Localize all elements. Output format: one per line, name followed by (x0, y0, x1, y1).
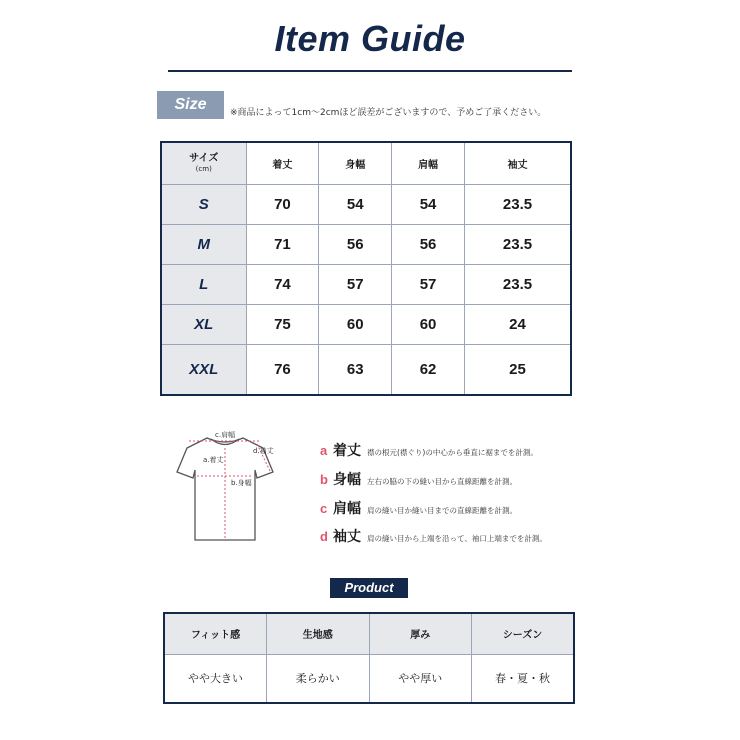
table-cell: 56 (392, 224, 465, 264)
measurement-desc: 左右の脇の下の縫い目から直線距離を計測。 (367, 477, 517, 486)
table-row (161, 344, 571, 395)
shoulder-width-label: c.肩幅 (215, 431, 236, 439)
column-header: 生地感 (267, 613, 370, 654)
table-row (164, 654, 574, 703)
body-length-label: a.着丈 (203, 456, 224, 464)
table-row (161, 304, 571, 344)
table-cell: 23.5 (464, 224, 571, 264)
measurement-item (320, 469, 517, 489)
size-note: ※商品によって1cm〜2cmほど誤差がございますので、予めご了承ください。 (230, 108, 547, 118)
table-cell: 74 (246, 264, 319, 304)
table-cell: やや大きい (164, 654, 267, 703)
measurement-item (320, 526, 547, 546)
column-header: 身幅 (319, 142, 392, 184)
page-title: Item Guide (274, 18, 466, 59)
body-width-label: b.身幅 (231, 479, 252, 487)
table-cell: 71 (246, 224, 319, 264)
title-divider (168, 70, 572, 72)
column-header: 着丈 (246, 142, 319, 184)
table-cell: 60 (392, 304, 465, 344)
size-corner-label: サイズ (189, 153, 219, 165)
table-cell: 春・夏・秋 (472, 654, 575, 703)
measurement-label: 肩幅 (333, 501, 361, 517)
table-row (161, 224, 571, 264)
sleeve-length-label: d.袖丈 (253, 447, 274, 455)
column-header: 厚み (369, 613, 472, 654)
table-row (161, 184, 571, 224)
table-cell: 57 (319, 264, 392, 304)
table-cell: 23.5 (464, 184, 571, 224)
column-header: シーズン (472, 613, 575, 654)
measurement-letter: a (320, 443, 328, 458)
size-section-tag: Size (157, 91, 224, 119)
size-label: XL (161, 304, 246, 344)
table-cell: 柔らかい (267, 654, 370, 703)
measurement-letter: d (320, 529, 328, 544)
column-header: 袖丈 (464, 142, 571, 184)
product-table (163, 612, 575, 704)
tshirt-diagram (175, 428, 275, 548)
size-label: XXL (161, 344, 246, 395)
measurement-item (320, 498, 517, 518)
table-cell: 54 (319, 184, 392, 224)
measurement-item (320, 440, 538, 460)
table-cell: 57 (392, 264, 465, 304)
size-corner-cell (161, 142, 246, 184)
table-cell: 23.5 (464, 264, 571, 304)
table-cell: 60 (319, 304, 392, 344)
measurement-label: 着丈 (333, 443, 361, 459)
measurement-desc: 肩の縫い目か縫い目までの直線距離を計測。 (367, 506, 517, 515)
product-table-header (164, 613, 574, 654)
table-cell: 54 (392, 184, 465, 224)
measurement-letter: b (320, 472, 328, 487)
size-label: M (161, 224, 246, 264)
table-cell: やや厚い (369, 654, 472, 703)
column-header: 肩幅 (392, 142, 465, 184)
measurement-label: 身幅 (333, 472, 361, 488)
table-cell: 63 (319, 344, 392, 395)
measurement-desc: 肩の縫い目から上端を沿って、袖口上端までを計測。 (367, 534, 547, 543)
column-header: フィット感 (164, 613, 267, 654)
table-cell: 76 (246, 344, 319, 395)
table-cell: 24 (464, 304, 571, 344)
measurement-label: 袖丈 (333, 529, 361, 545)
measurement-desc: 襟の根元(襟ぐり)の中心から垂直に裾までを計測。 (367, 448, 538, 457)
product-section-tag: Product (330, 578, 408, 598)
measurement-letter: c (320, 501, 328, 516)
table-row (161, 264, 571, 304)
size-table-header (161, 142, 571, 184)
size-table (160, 141, 572, 396)
table-cell: 25 (464, 344, 571, 395)
table-cell: 56 (319, 224, 392, 264)
size-label: L (161, 264, 246, 304)
size-corner-unit: (cm) (195, 165, 212, 174)
table-cell: 62 (392, 344, 465, 395)
table-cell: 75 (246, 304, 319, 344)
table-cell: 70 (246, 184, 319, 224)
size-label: S (161, 184, 246, 224)
